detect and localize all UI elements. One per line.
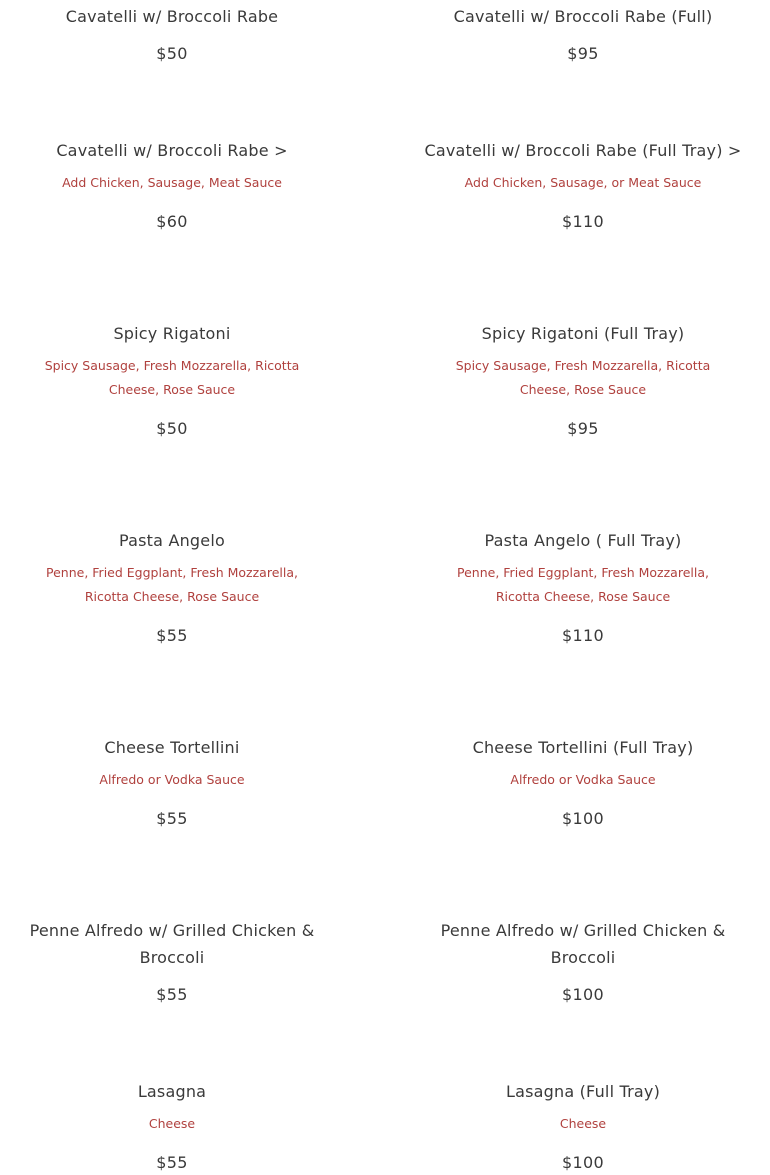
menu-item[interactable] <box>433 320 733 441</box>
item-price: $110 <box>562 212 604 231</box>
menu-item[interactable] <box>22 734 322 831</box>
menu-item[interactable] <box>433 734 733 831</box>
item-name: Penne Alfredo w/ Grilled Chicken & Broccoli <box>440 921 726 967</box>
menu-item[interactable] <box>433 527 733 648</box>
item-name: Cavatelli w/ Broccoli Rabe > <box>56 141 288 160</box>
item-description: Add Chicken, Sausage, Meat Sauce <box>62 175 282 190</box>
item-price: $110 <box>562 626 604 645</box>
item-name: Pasta Angelo ( Full Tray) <box>484 531 682 550</box>
menu-item[interactable] <box>22 3 322 66</box>
item-price: $95 <box>567 419 599 438</box>
item-description: Alfredo or Vodka Sauce <box>510 772 656 787</box>
item-price: $55 <box>156 985 188 1004</box>
menu-item[interactable] <box>22 320 322 441</box>
item-description: Add Chicken, Sausage, or Meat Sauce <box>464 175 702 190</box>
item-name: Cavatelli w/ Broccoli Rabe (Full Tray) > <box>424 141 742 160</box>
item-description: Spicy Sausage, Fresh Mozzarella, Ricotta Cheese, Rose Sauce <box>455 358 711 397</box>
menu-item[interactable] <box>433 1078 733 1175</box>
item-name: Cheese Tortellini <box>104 738 240 757</box>
item-name: Lasagna <box>137 1082 207 1101</box>
item-price: $50 <box>156 419 188 438</box>
item-price: $55 <box>156 626 188 645</box>
menu-item[interactable] <box>433 3 733 66</box>
item-price: $55 <box>156 809 188 828</box>
item-price: $55 <box>156 1153 188 1172</box>
item-name: Lasagna (Full Tray) <box>505 1082 661 1101</box>
menu-item[interactable] <box>22 527 322 648</box>
item-name: Spicy Rigatoni (Full Tray) <box>481 324 685 343</box>
menu-item[interactable] <box>22 1078 322 1175</box>
menu-item[interactable] <box>22 137 322 234</box>
item-description: Alfredo or Vodka Sauce <box>99 772 245 787</box>
menu-item[interactable] <box>423 137 743 234</box>
menu-item[interactable] <box>433 917 733 1007</box>
item-price: $60 <box>156 212 188 231</box>
item-description: Cheese <box>559 1116 607 1131</box>
item-description: Penne, Fried Eggplant, Fresh Mozzarella, Ricotta Cheese, Rose Sauce <box>46 565 298 604</box>
item-price: $100 <box>562 985 604 1004</box>
item-name: Spicy Rigatoni <box>113 324 231 343</box>
item-description: Penne, Fried Eggplant, Fresh Mozzarella, Ricotta Cheese, Rose Sauce <box>457 565 709 604</box>
item-price: $100 <box>562 809 604 828</box>
item-description: Spicy Sausage, Fresh Mozzarella, Ricotta Cheese, Rose Sauce <box>44 358 300 397</box>
item-price: $50 <box>156 44 188 63</box>
menu-item[interactable] <box>22 917 322 1007</box>
item-description: Cheese <box>148 1116 196 1131</box>
item-name: Penne Alfredo w/ Grilled Chicken & Broccoli <box>29 921 315 967</box>
item-name: Pasta Angelo <box>119 531 225 550</box>
item-price: $95 <box>567 44 599 63</box>
item-name: Cheese Tortellini (Full Tray) <box>472 738 694 757</box>
item-name: Cavatelli w/ Broccoli Rabe (Full) <box>453 7 713 26</box>
item-price: $100 <box>562 1153 604 1172</box>
item-name: Cavatelli w/ Broccoli Rabe <box>65 7 279 26</box>
